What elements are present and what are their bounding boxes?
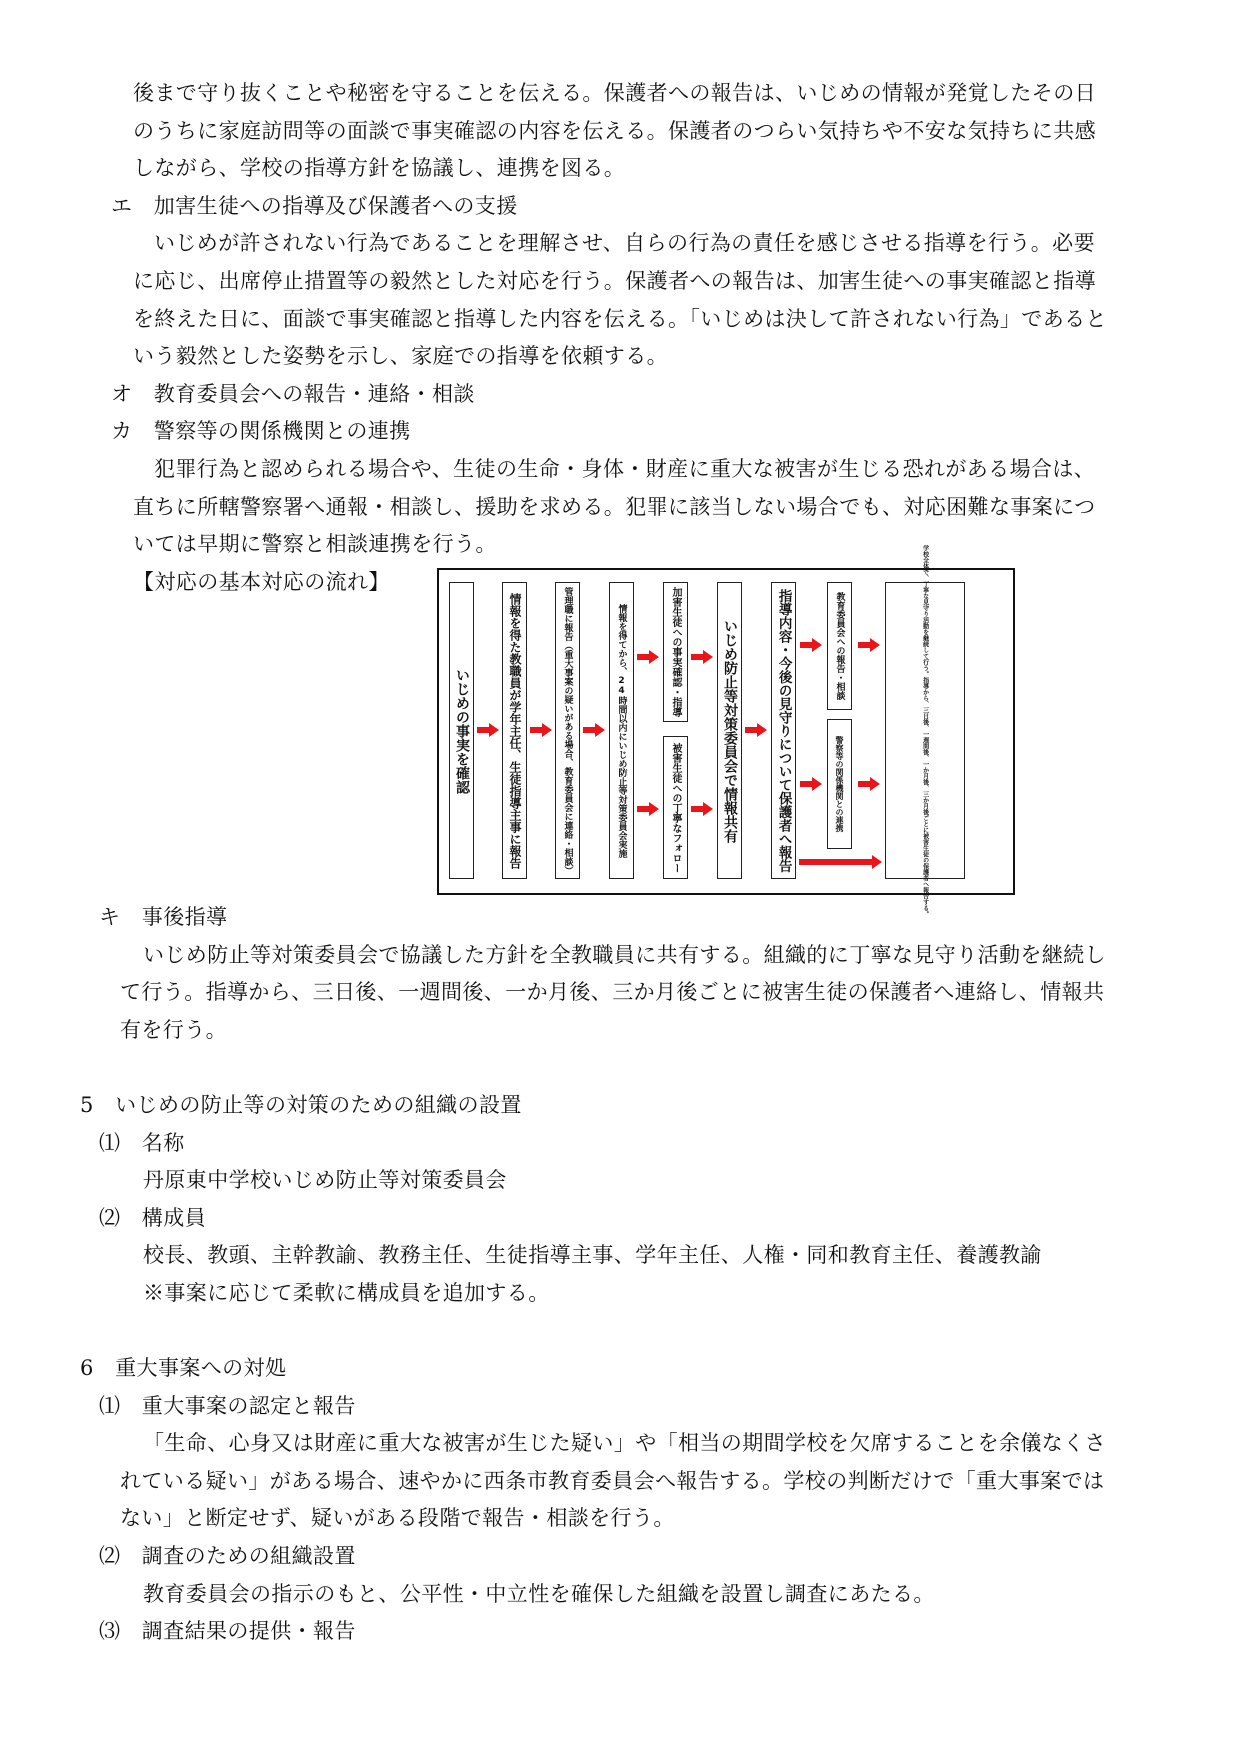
subheading: ⑴ 名称 [99,1131,185,1155]
text-line: ※事案に応じて柔軟に構成員を追加する。 [143,1281,550,1305]
flow-step-confirm: いじめの事実を確認 [449,582,474,879]
text-line: 後まで守り抜くことや秘密を守ることを伝える。保護者への報告は、いじめの情報が発覚したその日 [133,81,1096,105]
text-line: いう毅然とした姿勢を示し、家庭での指導を依頼する。 [133,344,668,368]
flow-step-victim: 被害生徒への丁寧なフォロー [663,736,688,879]
text-line: ない」と断定せず、疑いがある段階で報告・相談を行う。 [120,1506,675,1530]
arrow-right-icon [800,638,822,652]
flow-step-report-teacher: 情報を得た教職員が学年主任、生徒指導主事に報告 [502,582,527,879]
text-line: 「生命、心身又は財産に重大な被害が生じた疑い」や「相当の期間学校を欠席することを余儀なくさ [143,1431,1106,1455]
arrow-right-icon [530,723,552,737]
flow-step-followup: 学校全体で、丁寧な見守り活動を継続して行う。指導から、三日後、一週間後、一か月後、三か月後ごとに被害生徒の保護者へ報告する。 [885,582,965,879]
text-line: れている疑い」がある場合、速やかに西条市教育委員会へ報告する。学校の判断だけで「重大事案では [120,1469,1105,1493]
text-line: 直ちに所轄警察署へ通報・相談し、援助を求める。犯罪に該当しない場合でも、対応困難な事案につ [133,495,1096,519]
text-line: いじめが許されない行為であることを理解させ、自らの行為の責任を感じさせる指導を行う。必要 [154,231,1095,255]
flow-step-committee: 情報を得てから、24時間以内にいじめ防止等対策委員会実施 [609,582,634,879]
heading-ka: カ 警察等の関係機関との連携 [111,419,411,443]
section-5-heading: 5 いじめの防止等の対策のための組織の設置 [80,1093,522,1117]
text-line: 校長、教頭、主幹教諭、教務主任、生徒指導主事、学年主任、人権・同和教育主任、養護教諭 [143,1243,1042,1267]
arrow-right-icon [691,650,713,664]
arrow-right-icon [858,638,880,652]
flow-diagram [437,544,1015,917]
text-line: に応じ、出席停止措置等の毅然とした対応を行う。保護者への報告は、加害生徒への事実確認と指導 [133,269,1096,293]
flow-step-perpetrator: 加害生徒への事実確認・指導 [663,582,688,722]
text-line: 丹原東中学校いじめ防止等対策委員会 [143,1168,507,1192]
text-line: のうちに家庭訪問等の面談で事実確認の内容を伝える。保護者のつらい気持ちや不安な気持ちに共感 [133,119,1096,143]
subheading: ⑵ 調査のための組織設置 [99,1544,356,1568]
text-line: を終えた日に、面談で事実確認と指導した内容を伝える。「いじめは決して許されない行為」であると [133,307,1107,331]
text-line: て行う。指導から、三日後、一週間後、一か月後、三か月後ごとに被害生徒の保護者へ連絡し、情報共 [120,980,1105,1004]
flow-step-report-admin: 管理職に報告（重大事案の疑いがある場合、教育委員会に連絡・相談） [555,582,580,879]
subheading: ⑶ 調査結果の提供・報告 [99,1619,356,1643]
heading-o: オ 教育委員会への報告・連絡・相談 [111,382,475,406]
flow-step-board: 教育委員会への報告・相談 [827,582,852,710]
section-6-heading: 6 重大事案への対処 [80,1356,287,1380]
text-line: 有を行う。 [120,1018,227,1042]
flow-step-police: 警察等の関係機関との連携 [827,719,852,849]
text-line: いじめ防止等対策委員会で協議した方針を全教職員に共有する。組織的に丁寧な見守り活動を継続し [143,943,1106,967]
flow-step-share: いじめ防止等対策委員会で情報共有 [717,582,742,879]
text-line: 犯罪行為と認められる場合や、生徒の生命・身体・財産に重大な被害が生じる恐れがある場合は、 [154,457,1096,481]
arrow-right-icon [477,723,499,737]
subheading: ⑴ 重大事案の認定と報告 [99,1394,356,1418]
text-line: 教育委員会の指示のもと、公平性・中立性を確保した組織を設置し調査にあたる。 [143,1582,935,1606]
arrow-right-icon [745,723,767,737]
long-arrow-right-icon [799,855,882,869]
text-line: いては早期に警察と相談連携を行う。 [133,532,497,556]
heading-ki: キ 事後指導 [99,905,228,929]
text-line: しながら、学校の指導方針を協議し、連携を図る。 [133,156,626,180]
arrow-right-icon [637,650,659,664]
flow-label: 【対応の基本対応の流れ】 [133,570,390,594]
arrow-right-icon [583,723,605,737]
flow-step-guardian: 指導内容・今後の見守りについて保護者へ報告 [771,582,796,879]
arrow-right-icon [637,802,659,816]
arrow-right-icon [800,777,822,791]
arrow-right-icon [691,802,713,816]
subheading: ⑵ 構成員 [99,1206,206,1230]
arrow-right-icon [858,777,880,791]
heading-e: エ 加害生徒への指導及び保護者への支援 [111,194,518,218]
